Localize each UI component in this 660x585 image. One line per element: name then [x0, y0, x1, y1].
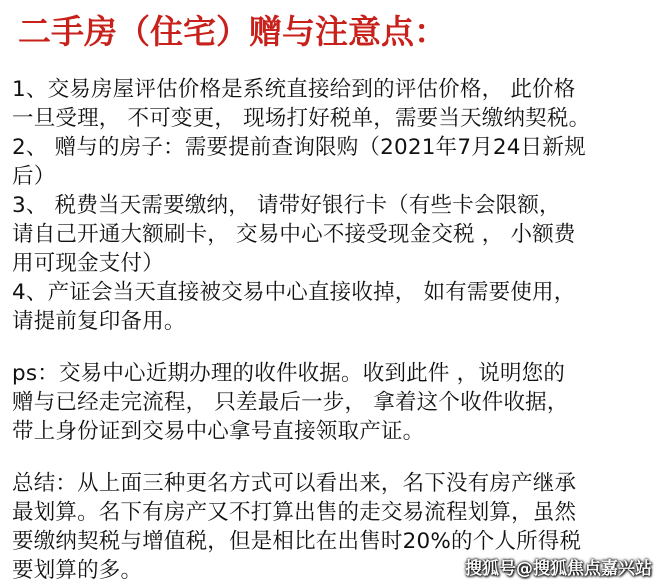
text-line: 一旦受理， 不可变更， 现场打好税单，需要当天缴纳契税。	[12, 106, 591, 131]
text-line: 3、 税费当天需要缴纳， 请带好银行卡（有些卡会限额，	[12, 193, 561, 218]
page-title: 二手房（住宅）赠与注意点：	[18, 12, 447, 51]
text-line: 总结：从上面三种更名方式可以看出来，名下没有房产继承	[12, 471, 577, 496]
text-line: 1、交易房屋评估价格是系统直接给到的评估价格， 此价格	[12, 77, 576, 102]
text-line: 用可现金支付）	[12, 251, 164, 276]
text-line: 请自己开通大额刷卡， 交易中心不接受现金交税 ， 小额费	[12, 222, 576, 247]
text-line: ps：交易中心近期办理的收件收据。收到此件 ，说明您的	[12, 361, 566, 386]
text-line: 要缴纳契税与增值税，但是相比在出售时20%的个人所得税	[12, 529, 582, 554]
text-line: 赠与已经走完流程， 只差最后一步， 拿着这个收件收据，	[12, 390, 569, 415]
text-line: 请提前复印备用。	[12, 309, 186, 334]
text-line: 后）	[12, 164, 56, 189]
text-line: 带上身份证到交易中心拿号直接领取产证。	[12, 419, 425, 444]
text-line: 4、产证会当天直接被交易中心直接收掉， 如有需要使用，	[12, 280, 576, 305]
watermark: 搜狐号@搜狐焦点嘉兴站	[465, 559, 652, 579]
text-line: 最划算。名下有房产又不打算出售的走交易流程划算，虽然	[12, 500, 577, 525]
text-line: 要划算的多。	[12, 558, 143, 583]
text-line: 2、 赠与的房子：需要提前查询限购（2021年7月24日新规	[12, 135, 586, 160]
